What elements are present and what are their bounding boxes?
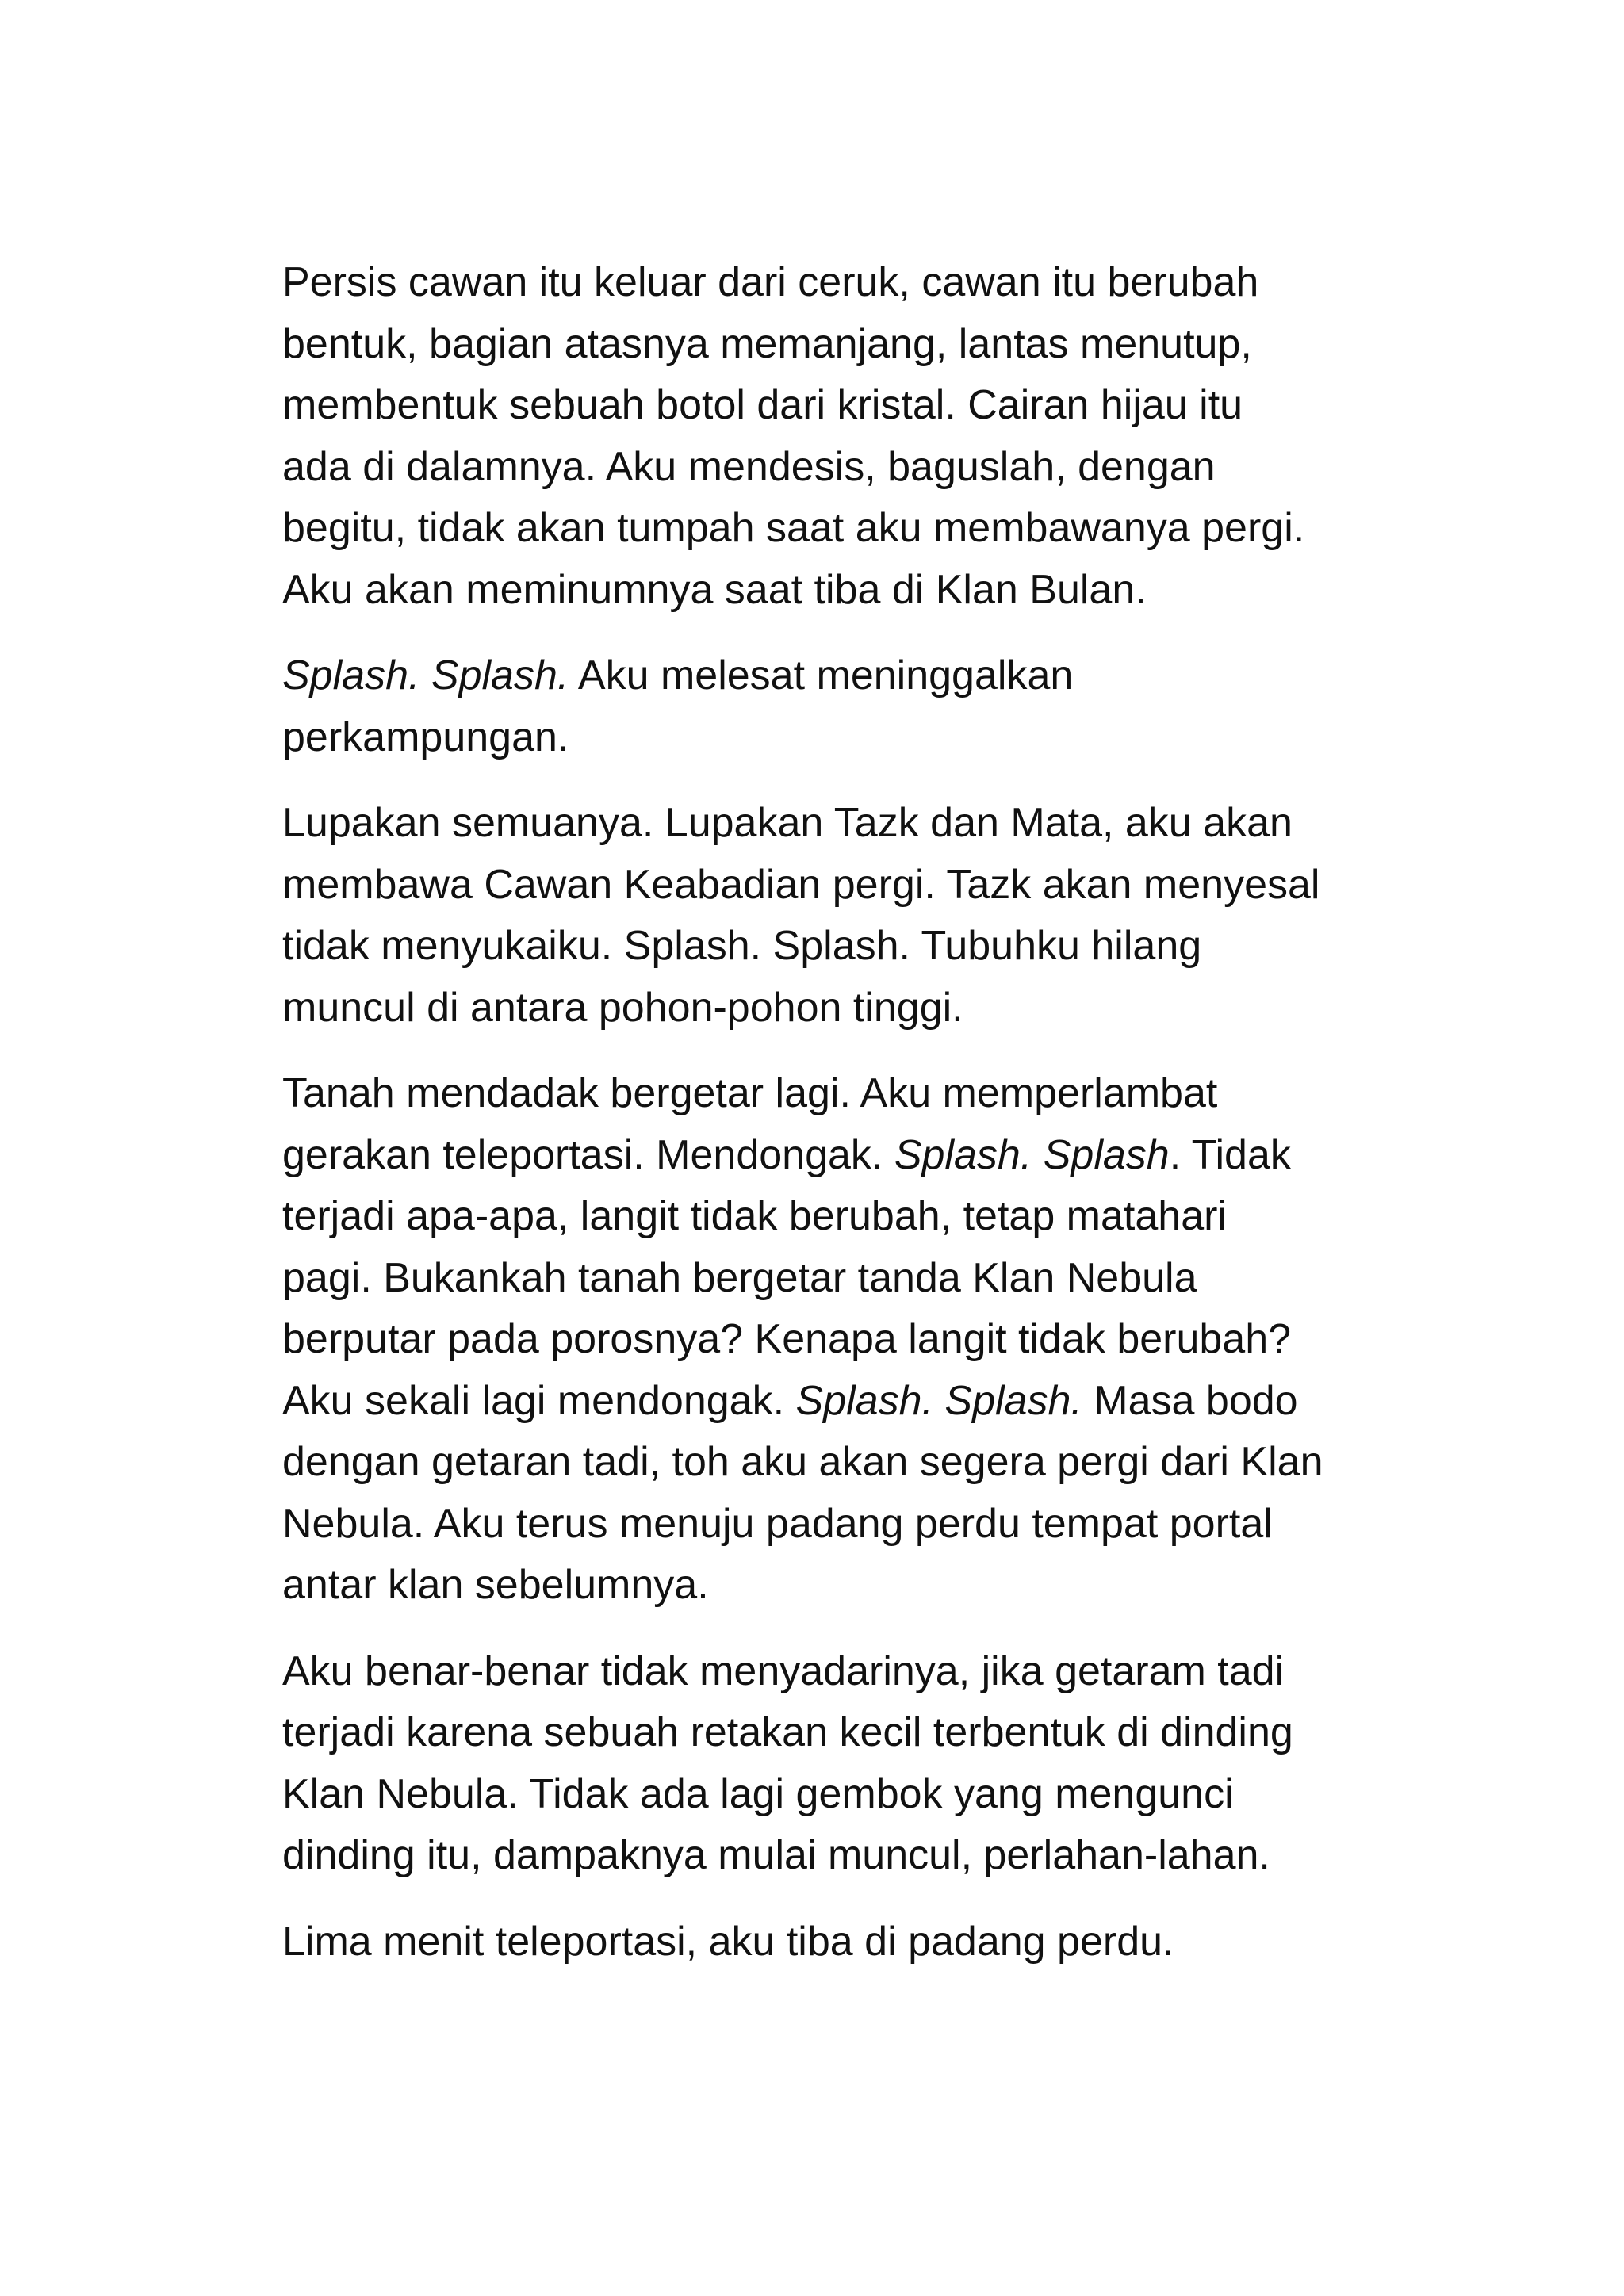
text-line — [282, 1494, 1361, 1556]
text-line — [282, 252, 1361, 314]
italic-text: Splash. Splash — [894, 1131, 1170, 1178]
text-line — [282, 707, 1361, 769]
text-line — [282, 314, 1361, 376]
text-segment: Lima menit teleportasi, aku tiba di padang perdu. — [282, 1918, 1174, 1965]
text-segment: dengan getaran tadi, toh aku akan segera pergi dari Klan — [282, 1439, 1323, 1485]
text-segment: Persis cawan itu keluar dari ceruk, cawan itu berubah — [282, 259, 1259, 305]
paragraph — [282, 1063, 1361, 1617]
text-segment: membentuk sebuah botol dari kristal. Cairan hijau itu — [282, 382, 1243, 428]
text-segment: bentuk, bagian atasnya memanjang, lantas menutup, — [282, 320, 1252, 367]
text-line — [282, 1641, 1361, 1703]
text-line — [282, 1911, 1361, 1973]
italic-text: Splash. Splash. — [795, 1377, 1082, 1424]
paragraph — [282, 793, 1361, 1039]
text-segment: Aku akan meminumnya saat tiba di Klan Bulan. — [282, 566, 1147, 613]
text-segment: tidak menyukaiku. Splash. Splash. Tubuhku hilang — [282, 923, 1202, 969]
paragraph — [282, 645, 1361, 768]
text-line — [282, 1825, 1361, 1887]
text-line — [282, 375, 1361, 437]
text-line — [282, 793, 1361, 855]
paragraph — [282, 252, 1361, 621]
paragraph — [282, 1911, 1361, 1973]
text-line — [282, 1555, 1361, 1617]
italic-text: Splash. Splash. — [282, 652, 569, 698]
text-line — [282, 1764, 1361, 1826]
body-text — [282, 252, 1361, 1997]
text-segment: dinding itu, dampaknya mulai muncul, perlahan-lahan. — [282, 1832, 1270, 1878]
text-line — [282, 916, 1361, 978]
text-line — [282, 1186, 1361, 1248]
paragraph — [282, 1641, 1361, 1887]
text-line — [282, 437, 1361, 499]
text-line — [282, 560, 1361, 622]
text-segment: pagi. Bukankah tanah bergetar tanda Klan Nebula — [282, 1254, 1197, 1301]
text-segment: Aku benar-benar tidak menyadarinya, jika getaram tadi — [282, 1647, 1285, 1694]
text-segment: Tanah mendadak bergetar lagi. Aku memperlambat — [282, 1070, 1218, 1116]
text-line — [282, 1063, 1361, 1125]
text-line — [282, 498, 1361, 560]
text-segment: . Tidak — [1169, 1131, 1291, 1178]
text-segment: Masa bodo — [1082, 1377, 1298, 1424]
text-segment: muncul di antara pohon-pohon tinggi. — [282, 984, 963, 1031]
text-segment: perkampungan. — [282, 714, 569, 760]
text-segment: Klan Nebula. Tidak ada lagi gembok yang mengunci — [282, 1770, 1234, 1817]
text-line — [282, 1432, 1361, 1494]
text-line — [282, 1309, 1361, 1371]
text-segment: ada di dalamnya. Aku mendesis, baguslah, dengan — [282, 443, 1216, 490]
text-segment: Aku melesat meninggalkan — [569, 652, 1074, 698]
text-segment: antar klan sebelumnya. — [282, 1562, 709, 1608]
text-line — [282, 1702, 1361, 1764]
text-segment: Lupakan semuanya. Lupakan Tazk dan Mata, aku akan — [282, 800, 1293, 846]
text-segment: terjadi apa-apa, langit tidak berubah, tetap matahari — [282, 1193, 1227, 1239]
text-segment: begitu, tidak akan tumpah saat aku membawanya pergi. — [282, 505, 1305, 551]
text-line — [282, 1125, 1361, 1187]
text-line — [282, 855, 1361, 916]
text-line — [282, 645, 1361, 707]
text-segment: Nebula. Aku terus menuju padang perdu tempat portal — [282, 1500, 1273, 1547]
text-segment: berputar pada porosnya? Kenapa langit tidak berubah? — [282, 1316, 1292, 1362]
text-line — [282, 978, 1361, 1039]
text-segment: gerakan teleportasi. Mendongak. — [282, 1131, 894, 1178]
text-line — [282, 1248, 1361, 1310]
text-segment: terjadi karena sebuah retakan kecil terbentuk di dinding — [282, 1709, 1293, 1755]
text-segment: Aku sekali lagi mendongak. — [282, 1377, 796, 1424]
text-segment: membawa Cawan Keabadian pergi. Tazk akan menyesal — [282, 861, 1320, 908]
text-line — [282, 1371, 1361, 1433]
